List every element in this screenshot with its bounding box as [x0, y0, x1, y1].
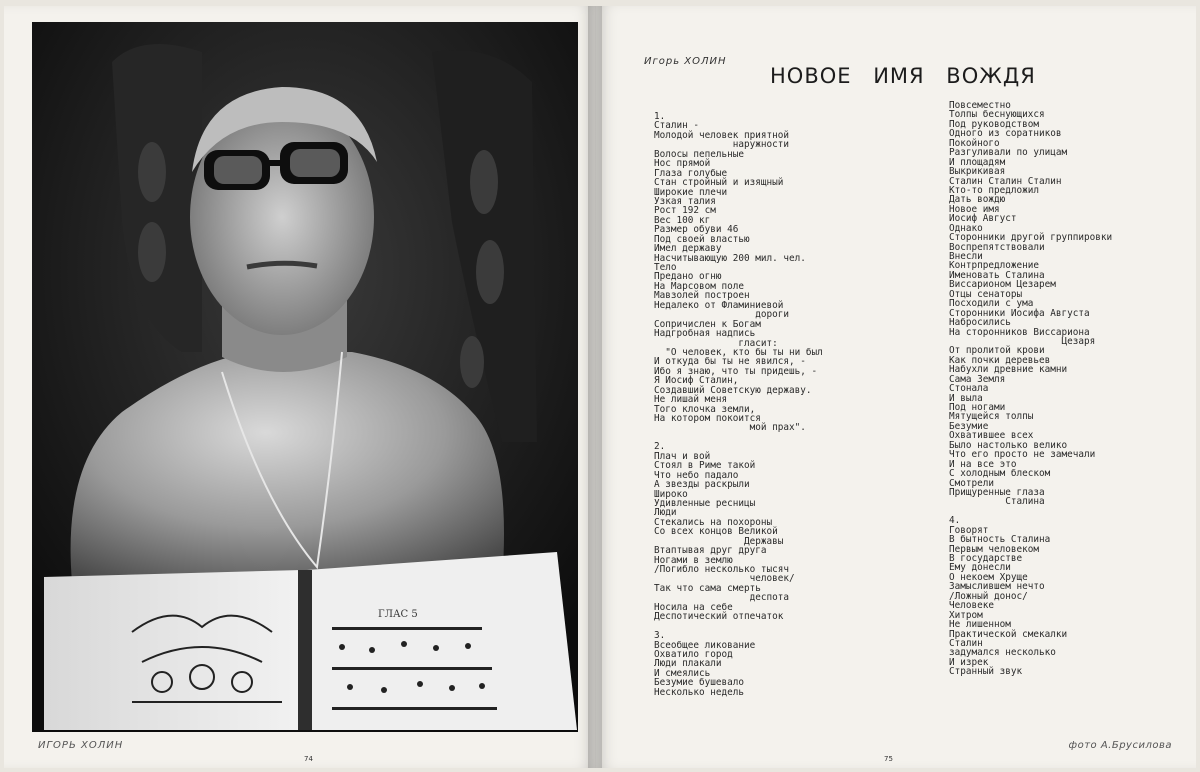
poem-line: Смотрели: [949, 477, 995, 489]
poem-line: С холодным блеском: [949, 468, 1051, 480]
poem-line: Отцы сенаторы: [949, 288, 1023, 300]
poem-line: Хитром: [949, 609, 983, 621]
poem-line: Именовать Сталина: [949, 269, 1045, 281]
poem-line: Державы: [654, 535, 784, 547]
poem-line: [654, 433, 823, 442]
poem-line: Под ногами: [949, 402, 1006, 413]
photo-caption: ИГОРЬ ХОЛИН: [38, 740, 124, 751]
poem-line: Носила на себе: [654, 601, 733, 613]
poem-line: Того клочка земли,: [654, 403, 756, 415]
poem-line: Цезаря: [949, 335, 1096, 347]
poem-line: Прищуренные глаза: [949, 486, 1045, 498]
poem-line: Не лишай меня: [654, 394, 728, 406]
poem-line: Люди: [654, 507, 677, 519]
poem-line: задумался несколько: [949, 647, 1056, 659]
poem-line: Толпы беснующихся: [949, 109, 1045, 121]
poem-line: Покойного: [949, 137, 1000, 149]
poem-line: Рост 192 см: [654, 205, 716, 217]
poem-line: Стонала: [949, 383, 989, 395]
poem-line: Что его просто не замечали: [949, 449, 1096, 461]
poem-line: Виссарионом Цезарем: [949, 279, 1056, 291]
poem-line: Мавзолей построен: [654, 290, 750, 302]
poem-line: Узкая талия: [654, 195, 716, 207]
poem-line: Однако: [949, 222, 983, 234]
poem-line: Стекались на похороны: [654, 516, 773, 528]
poem-line: Кто-то предложил: [949, 184, 1040, 196]
poem-line: Всеобщее ликование: [654, 639, 756, 651]
poem-line: Повсеместно: [949, 100, 1011, 111]
poem-line: Было настолько велико: [949, 439, 1068, 451]
poem-line: Первым человеком: [949, 543, 1040, 555]
poem-line: Нос прямой: [654, 158, 711, 170]
poem-line: Посходили с ума: [949, 298, 1034, 310]
poem-title: НОВОЕ ИМЯ ВОЖДЯ: [770, 64, 1036, 88]
poem-line: Недалеко от Фламиниевой: [654, 299, 784, 311]
poem-line: 3.: [654, 630, 666, 642]
poem-line: Человеке: [949, 600, 995, 612]
poem-line: Молодой человек приятной: [654, 129, 790, 141]
poem-line: Стан стройный и изящный: [654, 177, 784, 189]
poem-line: Иосиф Август: [949, 213, 1017, 225]
poem-line: [949, 507, 1112, 516]
poem-line: Стоял в Риме такой: [654, 460, 756, 472]
poem-line: Сопричислен к Богам: [654, 318, 761, 330]
poem-line: наружности: [654, 139, 790, 151]
poem-line: И откуда бы ты не явился, -: [654, 356, 806, 368]
poem-line: Насчитывающую 200 мил. чел.: [654, 252, 806, 264]
poem-line: человек/: [654, 573, 795, 585]
poem-line: Мятущейся толпы: [949, 411, 1034, 423]
poem-line: Сталина: [949, 496, 1045, 508]
poem-line: В бытность Сталина: [949, 534, 1051, 546]
poem-line: Сталин Сталин Сталин: [949, 175, 1062, 187]
poem-line: Как почки деревьев: [949, 354, 1051, 366]
poem-line: /Погибло несколько тысяч: [654, 564, 790, 575]
poem-line: Замыслившем нечто: [949, 581, 1045, 593]
poem-line: От пролитой крови: [949, 345, 1045, 357]
poem-line: мой прах".: [654, 422, 806, 434]
poem-line: Так что сама смерть: [654, 582, 761, 594]
poem-line: Надгробная надпись: [654, 328, 756, 340]
poem-line: Под своей властью: [654, 233, 750, 245]
poem-line: Набухли древние камни: [949, 364, 1068, 376]
page-number-left: 74: [304, 755, 313, 763]
poem-line: И площадям: [949, 156, 1006, 168]
poem-line: "О человек, кто бы ты ни был: [654, 346, 823, 358]
poem-line: Что небо падало: [654, 469, 739, 481]
poem-line: Воспрепятствовали: [949, 241, 1045, 253]
book-heading: ГЛАС 5: [378, 609, 418, 620]
poem-line: Широкие плечи: [654, 186, 728, 198]
poem-line: В государстве: [949, 553, 1023, 564]
poem-line: Глаза голубые: [654, 167, 728, 179]
poem-line: Несколько недель: [654, 686, 745, 698]
poem-column-2: [949, 101, 1112, 677]
poem-line: Я Иосиф Сталин,: [654, 375, 739, 387]
poem-line: Безумие: [949, 420, 989, 432]
poem-line: гласит:: [654, 337, 778, 349]
poem-line: 4.: [949, 515, 961, 527]
poem-line: Удивленные ресницы: [654, 497, 756, 509]
poem-line: И изрек: [949, 656, 989, 668]
author-name: Игорь ХОЛИН: [644, 56, 727, 67]
poem-line: Разгуливали по улицам: [949, 147, 1068, 159]
poem-line: Сталин: [949, 637, 983, 649]
poem-line: Внесли: [949, 251, 983, 262]
poem-line: Размер обуви 46: [654, 224, 739, 236]
poem-line: На котором покоится: [654, 413, 761, 424]
poem-column-1: [654, 112, 823, 697]
poem-line: Создавший Советскую державу.: [654, 384, 812, 396]
poem-line: Вес 100 кг: [654, 214, 711, 226]
poem-line: Сторонники другой группировки: [949, 232, 1113, 244]
poem-line: О некоем Хруще: [949, 571, 1028, 583]
poem-line: На Марсовом поле: [654, 280, 745, 292]
gutter: [588, 6, 602, 768]
poem-line: Ногами в землю: [654, 554, 733, 566]
poem-line: Охватило город: [654, 648, 733, 660]
poem-line: /Ложный донос/: [949, 590, 1028, 602]
poem-line: Практической смекалки: [949, 628, 1068, 640]
poem-line: Предано огню: [654, 271, 722, 283]
poem-line: [654, 622, 823, 631]
portrait-illustration: [32, 22, 578, 732]
poem-line: Одного из соратников: [949, 128, 1062, 140]
poem-line: Ибо я знаю, что ты придешь, -: [654, 365, 818, 377]
poem-line: Имел державу: [654, 243, 722, 255]
poem-line: Дать вождю: [949, 194, 1006, 206]
poem-line: На сторонников Виссариона: [949, 326, 1090, 338]
poem-line: Деспотический отпечаток: [654, 611, 784, 623]
poem-line: И смеялись: [654, 667, 711, 679]
poem-line: Контрпредложение: [949, 260, 1040, 272]
poem-line: деспота: [654, 592, 790, 604]
poem-line: Новое имя: [949, 203, 1000, 215]
poem-line: Тело: [654, 262, 677, 273]
poem-line: Широко: [654, 488, 688, 500]
page-number-right: 75: [884, 755, 893, 763]
poem-line: Со всех концов Великой: [654, 526, 778, 538]
photo-credit: фото А.Брусилова: [1068, 740, 1172, 751]
poem-line: Безумие бушевало: [654, 677, 745, 689]
poem-line: Под руководством: [949, 118, 1040, 130]
poem-line: Волосы пепельные: [654, 148, 745, 160]
poem-line: дороги: [654, 309, 790, 321]
poem-line: И на все это: [949, 458, 1017, 470]
poem-line: Ему донесли: [949, 562, 1011, 574]
portrait-photo: [32, 22, 578, 732]
poem-line: 1.: [654, 111, 666, 122]
poem-line: Говорят: [949, 524, 989, 536]
poem-line: А звезды раскрыли: [654, 479, 750, 491]
poem-line: Втаптывая друг друга: [654, 545, 767, 557]
poem-line: Люди плакали: [654, 658, 722, 670]
poem-line: Сторонники Иосифа Августа: [949, 307, 1090, 319]
poem-line: И выла: [949, 392, 983, 404]
poem-line: Сталин -: [654, 120, 700, 132]
poem-line: Плач и вой: [654, 450, 711, 462]
poem-line: Сама Земля: [949, 373, 1006, 385]
poem-line: Странный звук: [949, 666, 1023, 678]
poem-line: 2.: [654, 441, 666, 453]
poem-line: Охватившее всех: [949, 430, 1034, 442]
poem-line: Выкрикивая: [949, 166, 1006, 178]
poem-line: Не лишенном: [949, 619, 1011, 631]
poem-line: Набросились: [949, 317, 1011, 329]
